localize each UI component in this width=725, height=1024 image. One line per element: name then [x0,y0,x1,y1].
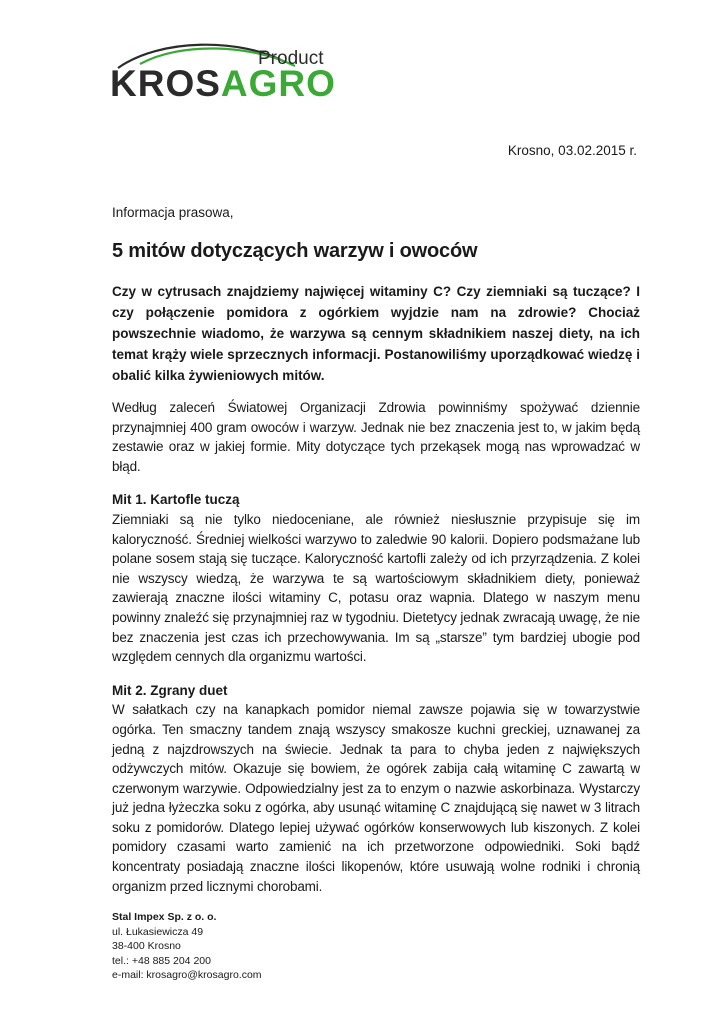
logo-word-agro: AGRO [220,63,336,102]
footer-street: ul. Łukasiewicza 49 [112,925,204,938]
footer-phone: tel.: +48 885 204 200 [112,954,211,967]
paragraph-who-recommendation: Według zaleceń Światowej Organizacji Zdrowia powinniśmy spożywać dziennie przynajmniej 400 gram owoców i warzyw. Jednak nie bez znaczenia jest to, w jakim będą zestawie oraz w jakiej formie. Mity dotyczące tych przekąsek mogą nas wprowadzać w błąd. [112,400,640,474]
krosagro-logo [110,40,355,102]
section-body-myth-1: Ziemniaki są nie tylko niedoceniane, ale również niesłusznie przypisuje się im kaloryczność. Średniej wielkości warzywo to zaledwie 90 kalorii. Dopiero podsmażane lub polane sosem stają się tuczące. Kaloryczność kartofli zależy od ich przyrządzenia. Z kolei nie wszyscy wiedzą, że warzywa te są wartościowym składnikiem diety, ponieważ zawierają znaczne ilości witaminy C, potasu oraz wapnia. Dlatego w naszym menu powinny znaleźć się przynajmniej raz w tygodniu. Dietetycy jednak zwracają uwagę, że nie bez znaczenia jest czas ich przechowywania. Im są „starsze” tym bardziej ubogie pod względem cennych dla organizmu wartości. [112,511,640,665]
footer-email: e-mail: krosagro@krosagro.com [112,969,262,981]
section-title-myth-2: Mit 2. Zgrany duet [112,682,228,698]
footer-city: 38-400 Krosno [112,940,181,952]
intro-line: Informacja prasowa, [112,205,234,220]
company-footer [112,910,262,983]
logo-word-kros: KROS [110,63,221,102]
section-body-myth-2: W sałatkach czy na kanapkach pomidor niemal zawsze pojawia się w towarzystwie ogórka. Ten smaczny tandem znają wszyscy smakosze kuchni greckiej, uznawanej za jedną z najzdrowszych na świecie. Jednak ta para to chyba jeden z największych odżywczych mitów. Okazuje się bowiem, że ogórek zabija całą witaminę C zawartą w czerwonym warzywie. Odpowiedzialny jest za to enzym o nazwie askorbinaza. Wystarczy już jedna łyżeczka soku z ogórka, aby usunąć witaminę C znajdującą się nawet w 3 litrach soku z pomidorów. Dlatego lepiej używać ogórków konserwowych lub kiszonych. Z kolei pomidory czasami warto zamienić na ich przetworzone odpowiedniki. Soki bądź koncentraty posiadają znaczne ilości likopenów, które usuwają wolne rodniki i chronią organizm przed licznymi chorobami. [112,702,640,894]
section-title-myth-1: Mit 1. Kartofle tuczą [112,492,240,508]
logo-tagline: Product [258,48,324,69]
lead-paragraph: Czy w cytrusach znajdziemy najwięcej witaminy C? Czy ziemniaki są tuczące? I czy połączenie pomidora z ogórkiem wyjdzie nam na zdrowie? Chociaż powszechnie wiadomo, że warzywa są cennym składnikiem naszej diety, na ich temat krąży wiele sprzecznych informacji. Postanowiliśmy uporządkować wiedzę i obalić kilka żywieniowych mitów. [112,284,640,383]
svg-text:KROSAGRO [110,63,336,102]
document-date: Krosno, 03.02.2015 r. [507,143,637,158]
press-release-body [112,205,640,910]
page-title: 5 mitów dotyczących warzyw i owoców [112,240,478,262]
footer-company-name: Stal Impex Sp. z o. o. [112,911,217,923]
